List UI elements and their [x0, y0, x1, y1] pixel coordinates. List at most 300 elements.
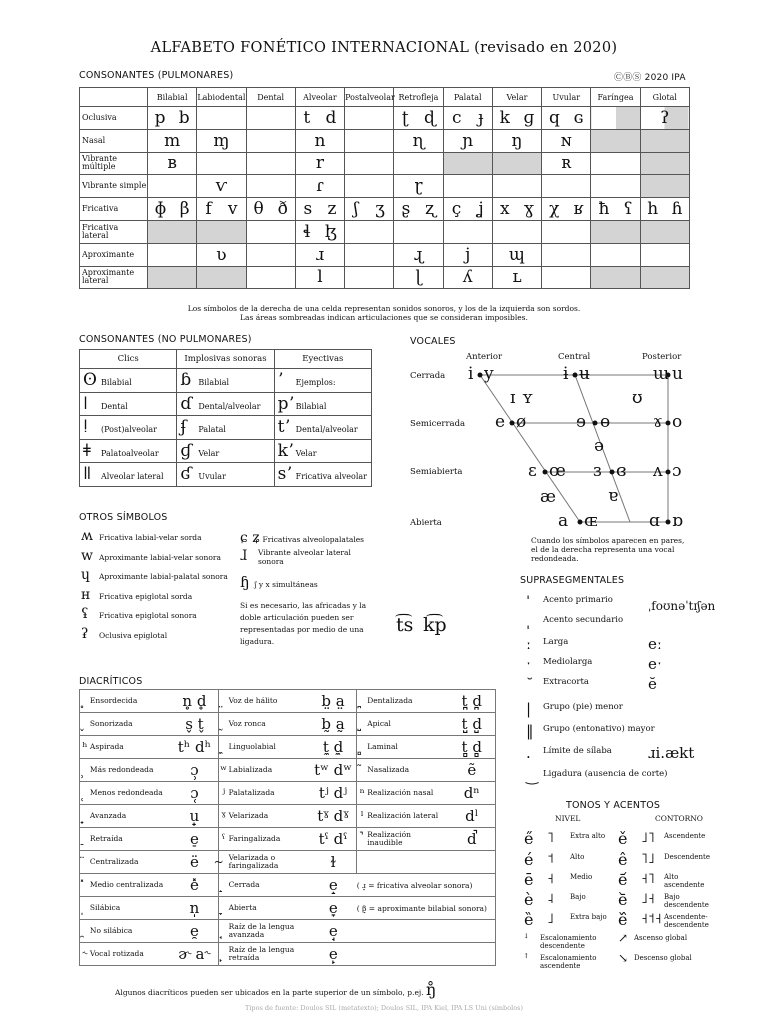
diacritic-row	[80, 851, 496, 874]
consonant-cell	[394, 152, 443, 175]
place-header: Dental	[246, 88, 295, 107]
nonpulmonic-cell	[274, 439, 371, 463]
diacritic-mark-glyph: ʷ	[220, 763, 228, 777]
nonpulmonic-label: Alveolar lateral	[101, 472, 164, 482]
diacritic-label: Más redondeada	[90, 759, 171, 782]
vowel-col-back: Posterior	[642, 352, 682, 362]
place-header: Postalveolar	[345, 88, 394, 107]
nonpulmonic-label: Bilabial	[101, 378, 132, 388]
diacritic-example: t̺ d̺	[449, 713, 496, 736]
voiceless-symbol: χ	[549, 199, 560, 220]
nonpulmonic-label: Bilabial	[295, 401, 327, 411]
consonant-cell	[443, 175, 492, 198]
consonant-pair	[148, 108, 196, 128]
consonant-cell	[640, 266, 689, 289]
diacritic-label: Linguolabial	[229, 736, 310, 759]
vowel-symbol: ɛ	[528, 461, 537, 481]
nonpulmonic-cell	[274, 463, 371, 487]
consonant-cell	[246, 266, 295, 289]
tone-symbol: e᷅	[618, 890, 628, 909]
diacritic-row	[80, 943, 496, 966]
other-label: Aproximante labial-velar sonora	[99, 552, 221, 562]
vowel-symbol: a	[558, 511, 569, 531]
manner-row	[80, 266, 690, 289]
consonant-cell	[148, 198, 197, 221]
consonant-cell: ʟ	[492, 266, 541, 289]
supra-label: Larga	[543, 637, 569, 647]
consonant-cell	[345, 243, 394, 266]
consonant-cell	[640, 243, 689, 266]
diacritic-row	[80, 713, 496, 736]
consonant-cell	[591, 198, 640, 221]
voiceless-symbol: ʂ	[401, 199, 411, 220]
place-header: Palatal	[443, 88, 492, 107]
diacritic-mark	[80, 897, 90, 920]
consonant-cell: m	[148, 129, 197, 152]
voiced-symbol: ð	[277, 199, 288, 220]
voiceless-symbol: f	[205, 199, 212, 220]
diacritic-example: tˤ dˤ	[310, 828, 357, 851]
diacritic-label: Avanzada	[90, 805, 171, 828]
other-label: Oclusiva epiglotal	[99, 630, 168, 640]
diacritic-label: Raíz de la lengua retraída	[229, 943, 310, 966]
pulmonic-note-1: Los símbolos de la derecha de una celda representan sonidos sonoros, y los de la izquierda son sordos.	[187, 304, 581, 313]
consonant-pair	[247, 199, 295, 219]
tone-label: Descenso global	[634, 954, 692, 962]
place-header: Labiodental	[197, 88, 246, 107]
voiceless-symbol: ɸ	[154, 199, 167, 220]
vowel-symbol: ɵ	[600, 412, 611, 432]
consonant-cell: ɰ	[492, 243, 541, 266]
consonant-cell: ɲ	[443, 129, 492, 152]
consonant-cell: ʎ	[443, 266, 492, 289]
vowel-col-central: Central	[558, 352, 591, 362]
diacritic-label	[367, 851, 448, 874]
place-header: Alveolar	[295, 88, 344, 107]
manner-row	[80, 198, 690, 221]
consonant-cell	[148, 243, 197, 266]
corner-cell	[80, 88, 148, 107]
diacritic-example: ɚ a˞	[171, 943, 218, 966]
consonant-cell: ʔ	[640, 107, 689, 130]
consonant-pair	[444, 199, 492, 219]
supra-symbol: ˑ	[526, 655, 532, 673]
diacritic-label: Palatalizada	[229, 782, 310, 805]
diacritic-mark	[218, 782, 228, 805]
tone-label: Extra alto	[570, 832, 606, 840]
diacritic-label: Voz ronca	[229, 713, 310, 736]
voiceless-symbol: ç	[451, 199, 462, 220]
manner-label: Nasal	[80, 129, 148, 152]
tone-label: Ascenso global	[634, 934, 688, 942]
manner-row	[80, 129, 690, 152]
nonpulmonic-cell	[80, 463, 177, 487]
diacritic-label: Ensordecida	[90, 690, 171, 713]
voiced-symbol: v	[227, 199, 238, 220]
other-label: Aproximante labial-palatal sonora	[99, 572, 228, 581]
diacritic-example: ɔ̜	[171, 782, 218, 805]
consonant-cell	[443, 152, 492, 175]
consonant-cell	[345, 198, 394, 221]
nonpulmonic-symbol: ɓ	[180, 370, 192, 391]
supra-label: Ligadura (ausencia de corte)	[543, 769, 668, 779]
vowel-row-open: Abierta	[410, 518, 442, 528]
consonant-cell	[246, 129, 295, 152]
place-header: Glotal	[640, 88, 689, 107]
voiced-symbol: ɢ	[573, 107, 584, 128]
consonant-pair	[444, 108, 492, 128]
diacritic-label: Dentalizada	[367, 690, 448, 713]
tone-symbol: e᷈	[618, 910, 628, 929]
tone-letter: ˩˥	[641, 830, 655, 846]
vowel-symbol: ɘ	[576, 412, 587, 432]
consonant-cell: j	[443, 243, 492, 266]
consonant-cell	[492, 175, 541, 198]
diacritics-note-symbol: ŋ̊	[426, 980, 437, 999]
diacritic-example: e̘	[310, 920, 357, 943]
other-symbol-row	[81, 528, 202, 544]
diacritic-label: Nasalizada	[367, 759, 448, 782]
diacritic-example: n̩	[171, 897, 218, 920]
consonant-cell: r	[295, 152, 344, 175]
diacritic-mark	[218, 828, 228, 851]
diacritic-mark	[357, 690, 367, 713]
consonant-pair	[197, 199, 245, 219]
nonpulmonic-header: Clics	[80, 350, 177, 369]
tone-label: Bajo	[570, 893, 586, 901]
diacritic-label: No silábica	[90, 920, 171, 943]
diacritic-label: Abierta	[229, 897, 310, 920]
voiced-symbol: ʝ	[477, 199, 484, 220]
vowel-symbol: ɤ	[653, 412, 663, 432]
voiceless-symbol: ɬ	[302, 221, 311, 242]
nonpulmonic-symbol: ʘ	[83, 370, 97, 391]
vowel-symbol: ɔ	[672, 461, 682, 481]
diacritic-row	[80, 828, 496, 851]
consonant-pair	[641, 199, 689, 219]
other-symbol: ʍ	[81, 528, 93, 544]
nonpulmonic-label: Palatal	[198, 425, 226, 435]
supra-example: ĕ	[648, 675, 657, 693]
lateral-flap-symbol: ɺ	[240, 548, 248, 564]
voiced-symbol: b	[178, 107, 190, 128]
diacritic-mark	[218, 920, 228, 943]
supra-label: Grupo (entonativo) mayor	[543, 724, 655, 734]
tone-symbol: ꜜ	[524, 931, 529, 945]
supra-symbol: ː	[526, 635, 532, 653]
diacritic-example: e̽	[171, 874, 218, 897]
diacritic-example: s̬ t̬	[171, 713, 218, 736]
voiceless-symbol: x	[499, 199, 510, 220]
supra-example: eˑ	[648, 655, 662, 673]
other-symbol: w	[81, 547, 93, 564]
nonpulmonic-symbol: ʛ	[180, 464, 192, 485]
place-header: Velar	[492, 88, 541, 107]
tones-contorno: CONTORNO	[655, 814, 703, 823]
consonant-cell	[246, 243, 295, 266]
consonant-cell: ɴ	[542, 129, 591, 152]
supra-label: Mediolarga	[543, 657, 593, 667]
nonpulmonic-symbol: ǂ	[83, 440, 91, 461]
nonpulmonic-cell	[80, 416, 177, 440]
tone-label: Extra bajo	[570, 913, 607, 921]
tone-symbol: ↗	[618, 931, 629, 945]
consonant-cell	[640, 198, 689, 221]
diacritic-note	[357, 943, 496, 966]
consonant-cell	[640, 152, 689, 175]
consonant-pair	[148, 199, 196, 219]
consonant-cell	[542, 198, 591, 221]
vowel-symbol: æ	[540, 487, 556, 507]
consonant-cell: ɽ	[394, 175, 443, 198]
diacritic-mark-glyph: ˤ	[221, 832, 226, 846]
diacritic-mark	[218, 943, 228, 966]
diacritic-row	[80, 782, 496, 805]
consonant-pair	[394, 108, 442, 128]
other-symbol: ʡ	[81, 625, 89, 642]
diacritic-label: Laminal	[367, 736, 448, 759]
vowel-symbol: ø	[516, 412, 527, 432]
diacritics-note	[115, 980, 436, 999]
tone-label: Ascendente	[664, 832, 706, 840]
consonant-cell	[246, 152, 295, 175]
diacritic-example	[449, 851, 496, 874]
nonpulmonic-row	[80, 416, 372, 440]
diacritic-example: e̝	[310, 874, 357, 897]
tone-letter: ˥	[547, 830, 554, 846]
manner-row	[80, 175, 690, 198]
manner-label: Fricativa lateral	[80, 220, 148, 243]
other-label: Fricativa epiglotal sorda	[99, 591, 193, 601]
nonpulmonic-symbol: ɗ	[180, 393, 192, 414]
consonant-pair	[394, 199, 442, 219]
other-r3	[240, 573, 318, 591]
diacritic-mark	[357, 805, 367, 828]
other-symbol-row	[81, 548, 221, 564]
supra-symbol: |	[526, 700, 532, 718]
diacritic-example: b̰ a̰	[310, 713, 357, 736]
diacritic-mark-glyph: ˠ	[221, 809, 226, 823]
diacritic-mark	[80, 759, 90, 782]
consonant-cell	[148, 175, 197, 198]
vowel-symbol: y	[484, 364, 494, 384]
manner-label: Vibrante múltiple	[80, 152, 148, 175]
nonpulmonic-cell	[177, 463, 274, 487]
voiceless-symbol: c	[451, 107, 462, 128]
nonpulmonic-symbol: ʼ	[277, 370, 284, 391]
diacritic-mark	[218, 851, 228, 874]
consonant-cell: ɱ	[197, 129, 246, 152]
other-r1	[240, 530, 364, 546]
consonant-pair	[493, 108, 541, 128]
manner-label: Vibrante simple	[80, 175, 148, 198]
diacritic-label: Raíz de la lengua avanzada	[229, 920, 310, 943]
diacritic-example: t̼ d̼	[310, 736, 357, 759]
diacritic-label: Velarizada	[229, 805, 310, 828]
diacritic-example: tʲ dʲ	[310, 782, 357, 805]
diacritic-example: tˠ dˠ	[310, 805, 357, 828]
vowel-symbol: ɜ	[593, 461, 602, 481]
voiced-symbol: ʒ	[375, 199, 385, 220]
diacritic-mark	[80, 851, 90, 874]
nonpulmonic-cell	[80, 369, 177, 393]
vowel-symbol: e	[495, 412, 506, 432]
diacritic-example: u̟	[171, 805, 218, 828]
diacritic-example: tʰ dʰ	[171, 736, 218, 759]
diacritic-label: Labializada	[229, 759, 310, 782]
tone-letter: ˦	[547, 851, 554, 867]
voiceless-symbol: h	[647, 199, 659, 220]
voiced-symbol: ʁ	[573, 199, 584, 220]
consonant-cell	[591, 243, 640, 266]
alveolopalatal-label: Fricativas alveolopalatales	[262, 535, 365, 544]
sj-label: ʃ y x simultáneas	[254, 580, 318, 589]
voiced-symbol: ɖ	[423, 107, 435, 128]
diacritic-example: e̙	[310, 943, 357, 966]
other-symbol: ʢ	[81, 606, 89, 622]
consonant-cell	[492, 220, 541, 243]
diacritic-label: Realización lateral	[367, 805, 448, 828]
consonant-cell	[197, 107, 246, 130]
consonant-cell	[246, 175, 295, 198]
tone-symbol: ꜛ	[524, 951, 529, 965]
consonant-cell	[492, 152, 541, 175]
consonant-cell	[345, 175, 394, 198]
diacritic-mark-glyph: ˡ	[360, 809, 364, 823]
tone-symbol: ê	[618, 850, 628, 869]
consonant-cell	[295, 198, 344, 221]
diacritic-example: t̪ d̪	[449, 690, 496, 713]
diacritic-label: Medio centralizada	[90, 874, 171, 897]
consonant-cell	[394, 220, 443, 243]
consonant-pair	[296, 199, 344, 219]
nonpulmonic-symbol: ɠ	[180, 440, 192, 461]
diacritic-example: n̥ d̥	[171, 690, 218, 713]
diacritic-label: Silábica	[90, 897, 171, 920]
diacritic-mark	[357, 713, 367, 736]
consonant-cell: n	[295, 129, 344, 152]
diacritic-example: dˡ	[449, 805, 496, 828]
manner-row	[80, 220, 690, 243]
vowel-symbol: ɞ	[616, 461, 627, 481]
nonpulmonic-label: Uvular	[198, 472, 226, 482]
tone-label: Alto	[570, 853, 585, 861]
diacritic-row	[80, 874, 496, 897]
nonpulmonic-cell	[177, 392, 274, 416]
diacritic-mark	[357, 828, 367, 851]
nonpulmonic-label: Velar	[295, 448, 317, 458]
diacritic-row	[80, 759, 496, 782]
nonpulmonic-cell	[274, 416, 371, 440]
supra-symbol: ‖	[526, 722, 534, 740]
diacritics-table	[79, 689, 496, 966]
vowel-symbol: œ	[549, 461, 566, 481]
diacritic-example: dⁿ	[449, 782, 496, 805]
diacritic-mark	[218, 805, 228, 828]
consonant-cell	[640, 220, 689, 243]
vowel-symbol: ʊ	[632, 388, 643, 408]
nonpulmonic-symbol: tʼ	[277, 417, 290, 438]
consonant-cell	[542, 220, 591, 243]
vowel-row-closemid: Semicerrada	[410, 419, 466, 429]
nonpulmonic-cell	[80, 439, 177, 463]
tone-letter: ˩	[547, 911, 554, 927]
diacritic-label: Cerrada	[229, 874, 310, 897]
nonpulmonic-header: Eyectivas	[274, 350, 371, 369]
consonant-cell: ɹ	[295, 243, 344, 266]
nonpulmonic-symbol: ǃ	[83, 417, 89, 438]
consonant-cell	[542, 243, 591, 266]
place-header: Faríngea	[591, 88, 640, 107]
consonant-cell	[197, 220, 246, 243]
tones-nivel: NIVEL	[555, 814, 581, 823]
diacritic-mark	[80, 874, 90, 897]
vowel-symbol: u	[672, 364, 683, 384]
place-header: Retrofleja	[394, 88, 443, 107]
diacritics-note-text: Algunos diacríticos pueden ser ubicados en la parte superior de un símbolo, p.ej.	[115, 988, 424, 997]
diacritic-row	[80, 690, 496, 713]
diacritic-label: Velarizada o faringalizada	[229, 851, 310, 874]
nonpulmonic-table	[79, 349, 372, 487]
consonant-cell: ɳ	[394, 129, 443, 152]
voiced-symbol: ɣ	[523, 199, 534, 220]
diacritic-row	[80, 920, 496, 943]
consonant-cell	[591, 129, 640, 152]
voiced-symbol: ɟ	[478, 107, 484, 128]
diacritic-mark	[357, 736, 367, 759]
consonant-cell	[148, 107, 197, 130]
consonant-pair	[345, 199, 393, 219]
consonant-cell	[197, 152, 246, 175]
diacritic-mark	[218, 736, 228, 759]
supra-label: Acento primario	[543, 595, 613, 605]
footer: Tipos de fuente: Doulos SIL (metatexto); Doulos SIL, IPA Kiel, IPA LS Uni (símbolos)	[245, 1004, 523, 1012]
tone-letter: ˧	[547, 871, 554, 887]
diacritic-mark	[80, 713, 90, 736]
diacritic-example: ë	[171, 851, 218, 874]
consonant-cell	[542, 175, 591, 198]
sj-symbol: ɧ	[240, 573, 250, 591]
vowel-note: Cuando los símbolos aparecen en pares, el de la derecha representa una vocal redondeada.	[531, 536, 685, 563]
consonant-cell	[148, 220, 197, 243]
supra-heading: SUPRASEGMENTALES	[520, 575, 625, 586]
voiceless-symbol: ʈ	[401, 107, 409, 128]
diacritic-example: b̤ a̤	[310, 690, 357, 713]
tone-symbol: ↘	[618, 951, 629, 965]
consonant-cell	[246, 107, 295, 130]
supra-symbol: .	[526, 744, 531, 762]
consonant-cell	[591, 107, 640, 130]
nonpulmonic-cell	[80, 392, 177, 416]
diacritic-mark-glyph: ⁿ	[359, 786, 365, 800]
diacritic-example: d̚	[449, 828, 496, 851]
diacritic-label: Vocal rotizada	[90, 943, 171, 966]
affricates-note: Si es necesario, las africadas y la doble articulación pueden ser representadas por medio de una ligadura.	[240, 601, 367, 646]
tone-symbol: ě	[618, 829, 628, 848]
nonpulmonic-row	[80, 392, 372, 416]
other-heading: OTROS SÍMBOLOS	[79, 512, 168, 523]
tone-symbol: é	[524, 850, 534, 869]
vowel-symbol: ɯ	[653, 364, 670, 384]
nonpulmonic-cell	[177, 369, 274, 393]
consonant-cell: ʙ	[148, 152, 197, 175]
nonpulmonic-cell	[177, 416, 274, 440]
supra-symbol: ‿	[526, 767, 539, 785]
consonant-cell	[345, 220, 394, 243]
voiced-symbol: ʐ	[425, 199, 436, 220]
consonant-cell: ɻ	[394, 243, 443, 266]
tone-label: Escalonamiento descendente	[540, 934, 597, 950]
